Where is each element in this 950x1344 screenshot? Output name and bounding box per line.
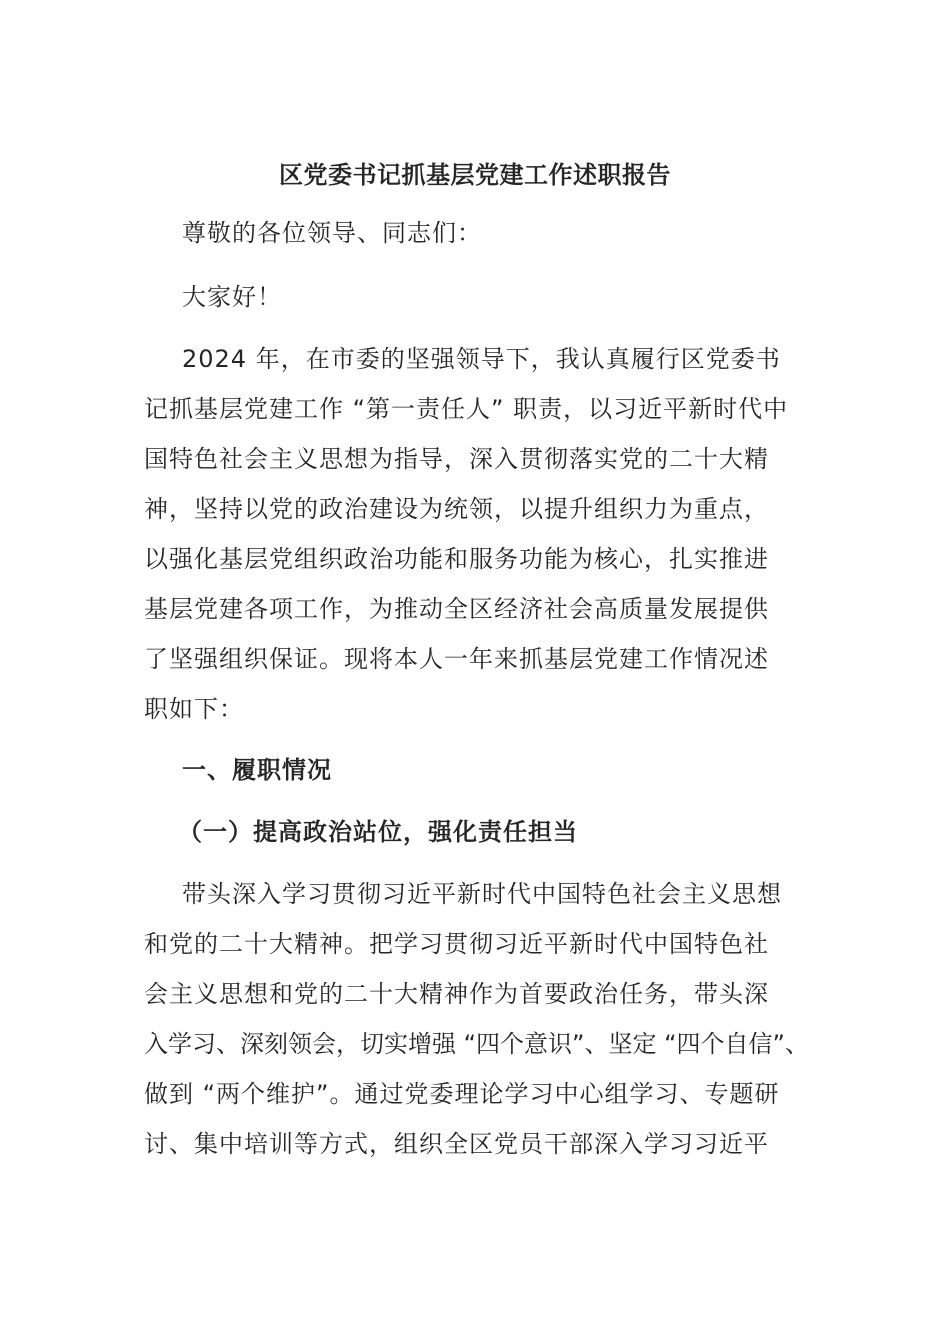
salutation: 尊敬的各位领导、同志们： bbox=[182, 219, 482, 247]
greeting-paragraph bbox=[144, 272, 824, 322]
subsection-heading: （一）提高政治站位，强化责任担当 bbox=[178, 818, 578, 846]
text-line: 国特色社会主义思想为指导，深入贯彻落实党的二十大精 bbox=[144, 445, 769, 473]
text-line: 带头深入学习贯彻习近平新时代中国特色社会主义思想 bbox=[182, 880, 782, 908]
document-title: 区党委书记抓基层党建工作述职报告 bbox=[279, 161, 671, 189]
text-line: 入学习、深刻领会，切实增强 “四个意识”、坚定 “四个自信”、 bbox=[144, 1030, 809, 1058]
text-line: 做到 “两个维护”。通过党委理论学习中心组学习、专题研 bbox=[144, 1080, 780, 1108]
text-line: 以强化基层党组织政治功能和服务功能为核心，扎实推进 bbox=[144, 545, 769, 573]
text-line: 会主义思想和党的二十大精神作为首要政治任务，带头深 bbox=[144, 980, 769, 1008]
text-line: 基层党建各项工作，为推动全区经济社会高质量发展提供 bbox=[144, 595, 769, 623]
greeting: 大家好！ bbox=[182, 283, 282, 311]
text-line: 了坚强组织保证。现将本人一年来抓基层党建工作情况述 bbox=[144, 645, 769, 673]
text-line: 讨、集中培训等方式，组织全区党员干部深入学习习近平 bbox=[144, 1130, 769, 1158]
text-line: 记抓基层党建工作 “第一责任人” 职责，以习近平新时代中 bbox=[144, 395, 789, 423]
subsection-heading-paragraph bbox=[144, 807, 824, 857]
body-paragraph bbox=[144, 869, 824, 1169]
intro-paragraph bbox=[144, 334, 824, 734]
section-heading: 一、履职情况 bbox=[182, 756, 332, 784]
salutation-paragraph bbox=[144, 208, 824, 258]
text-line: 2024 年，在市委的坚强领导下，我认真履行区党委书 bbox=[182, 345, 781, 373]
text-line: 神，坚持以党的政治建设为统领，以提升组织力为重点， bbox=[144, 495, 769, 523]
section-heading-paragraph bbox=[144, 745, 824, 795]
text-line: 和党的二十大精神。把学习贯彻习近平新时代中国特色社 bbox=[144, 930, 769, 958]
text-line: 职如下： bbox=[144, 695, 244, 723]
